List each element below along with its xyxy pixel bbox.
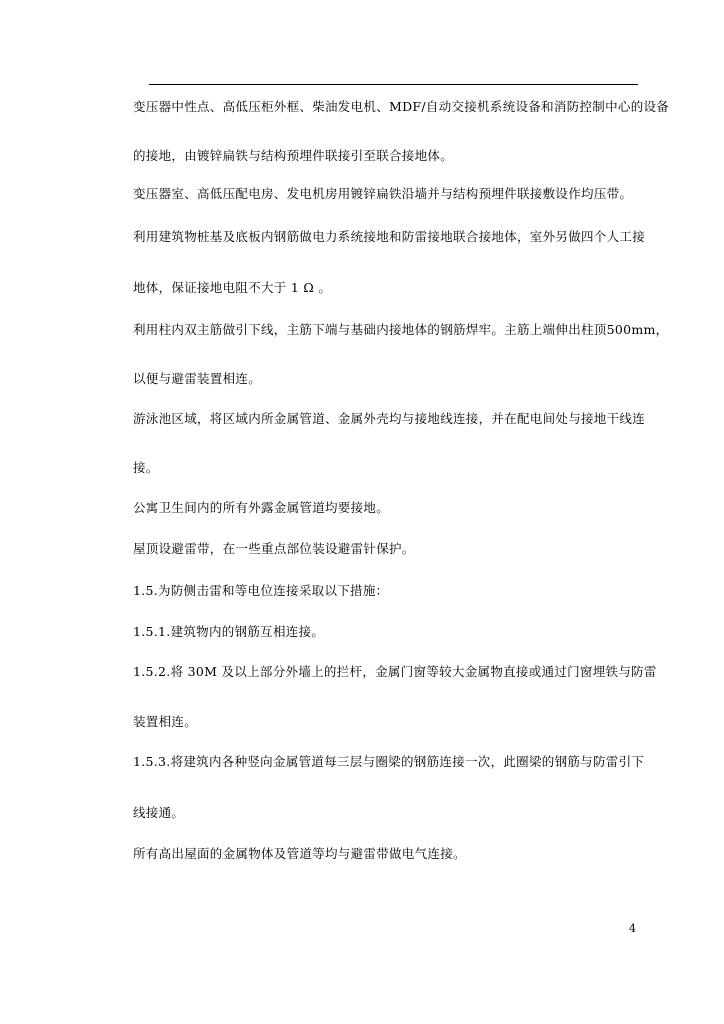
- text-line-13: 1.5.1.建筑物内的钢筋互相连接。: [133, 624, 325, 639]
- page-number: 4: [629, 922, 636, 935]
- text-line-10: 公寓卫生间内的所有外露金属管道均要接地。: [133, 500, 390, 515]
- text-line-14: 1.5.2.将 30M 及以上部分外墙上的拦杆，金属门窗等较大金属物直接或通过门窗埋铁与防雷: [133, 664, 657, 679]
- text-line-16: 1.5.3.将建筑内各种竖向金属管道每三层与圈梁的钢筋连接一次，此圈梁的钢筋与防雷引下: [133, 754, 645, 769]
- text-line-9: 接。: [133, 460, 159, 475]
- text-line-7: 以便与避雷装置相连。: [133, 371, 262, 386]
- text-line-15: 装置相连。: [133, 714, 198, 729]
- text-line-4: 利用建筑物桩基及底板内钢筋做电力系统接地和防雷接地联合接地体，室外另做四个人工接: [133, 229, 646, 244]
- text-line-6: 利用柱内双主筋做引下线，主筋下端与基础内接地体的钢筋焊牢。主筋上端伸出柱顶500mm，: [133, 322, 669, 337]
- text-line-1: 变压器中性点、高低压柜外框、柴油发电机、MDF/自动交接机系统设备和消防控制中心的设备: [133, 99, 670, 114]
- text-line-12: 1.5.为防侧击雷和等电位连接采取以下措施：: [133, 583, 389, 598]
- text-line-18: 所有高出屋面的金属物体及管道等均与避雷带做电气连接。: [133, 846, 466, 861]
- text-line-5: 地体，保证接地电阻不大于 1 Ω 。: [133, 280, 332, 295]
- text-line-17: 线接通。: [133, 805, 185, 820]
- header-rule: [149, 84, 638, 85]
- text-line-2: 的接地，由镀锌扁铁与结构预埋件联接引至联合接地体。: [133, 148, 454, 163]
- text-line-8: 游泳池区域，将区域内所金属管道、金属外壳均与接地线连接，并在配电间处与接地干线连: [133, 411, 646, 426]
- text-line-11: 屋顶设避雷带，在一些重点部位装设避雷针保护。: [133, 541, 415, 556]
- text-line-3: 变压器室、高低压配电房、发电机房用镀锌扁铁沿墙并与结构预埋件联接敷设作均压带。: [133, 186, 633, 201]
